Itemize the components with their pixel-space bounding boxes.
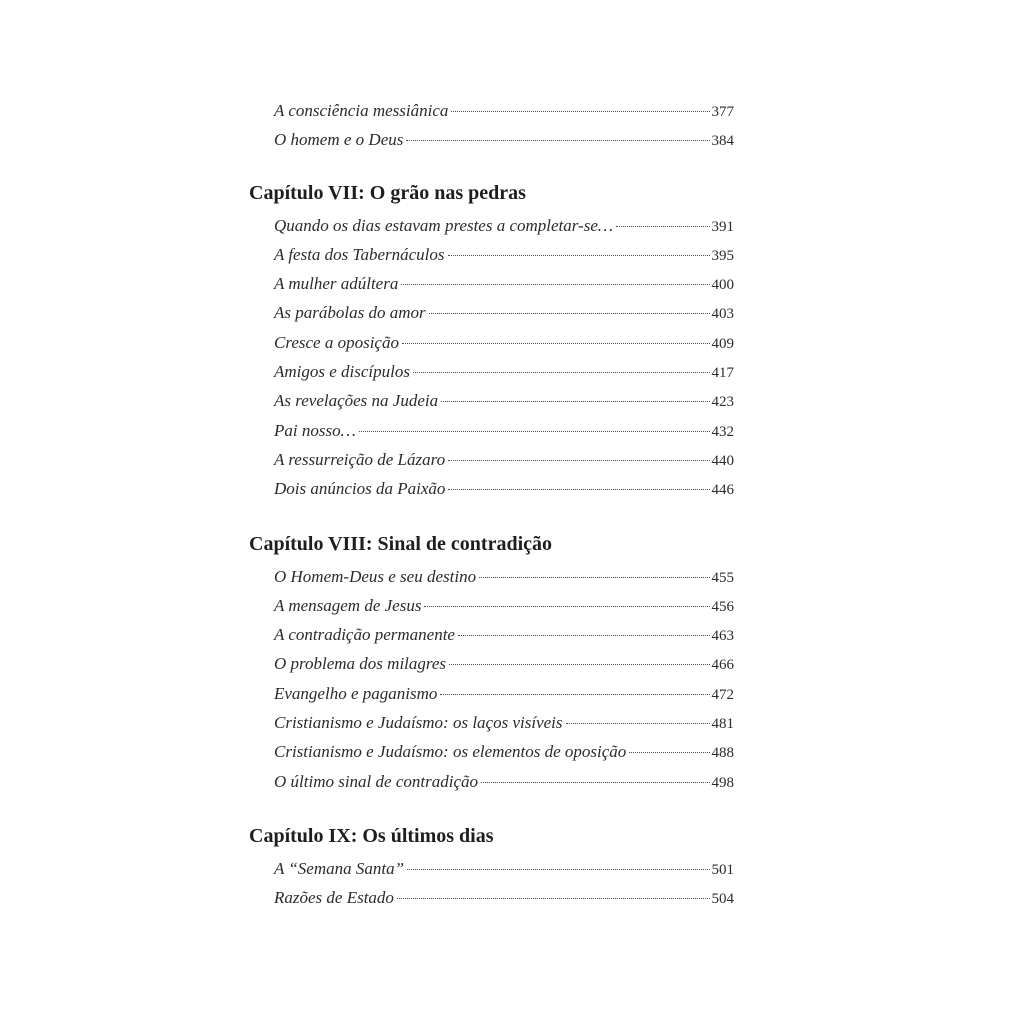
toc-entry[interactable] (249, 240, 734, 269)
toc-entry-page: 466 (711, 657, 734, 674)
chapter-heading[interactable]: Capítulo IX: Os últimos dias (249, 824, 494, 847)
toc-entry-title: Pai nosso… (274, 420, 356, 440)
toc-entry-title: O homem e o Deus (274, 130, 404, 150)
toc-entry[interactable] (249, 386, 734, 415)
toc-entry-title: Cristianismo e Judaísmo: os laços visíveis (274, 713, 563, 733)
toc-entry[interactable] (249, 357, 734, 386)
toc-entry-page: 504 (711, 891, 734, 908)
toc-entry[interactable] (249, 298, 734, 327)
toc-entry[interactable] (249, 328, 734, 357)
toc-entry-page: 472 (711, 686, 734, 703)
toc-entry-page: 384 (711, 133, 734, 150)
toc-entry-page: 377 (711, 104, 734, 120)
dot-leader (401, 284, 709, 285)
dot-leader (402, 343, 710, 344)
dot-leader (413, 372, 710, 373)
toc-entry[interactable] (249, 416, 734, 445)
toc-entry-title: A “Semana Santa” (274, 858, 405, 878)
toc-section-chapter-8 (249, 530, 734, 796)
toc-entry-page: 463 (711, 628, 734, 645)
toc-entry-page: 391 (711, 218, 734, 235)
toc-entry-title: Razões de Estado (274, 888, 394, 908)
toc-entry[interactable] (249, 125, 734, 154)
toc-entry[interactable] (249, 649, 734, 678)
toc-entry-title: O último sinal de contradição (274, 771, 478, 791)
dot-leader (449, 664, 709, 665)
table-of-contents (249, 96, 734, 913)
toc-entry[interactable] (249, 737, 734, 766)
toc-entry-title: Quando os dias estavam prestes a completar-se… (274, 215, 613, 235)
toc-section-chapter-9 (249, 822, 734, 913)
toc-entry-title: A consciência messiânica (274, 101, 449, 120)
toc-entry-page: 440 (711, 452, 734, 469)
toc-entry-page: 403 (711, 306, 734, 323)
toc-entry[interactable] (249, 591, 734, 620)
toc-entry[interactable] (249, 620, 734, 649)
toc-entry-title: O problema dos milagres (274, 654, 447, 674)
dot-leader (440, 694, 709, 695)
toc-entry-page: 501 (711, 861, 734, 878)
toc-entry-title: As revelações na Judeia (274, 391, 439, 411)
toc-entry-page: 409 (711, 335, 734, 352)
toc-entry-page: 455 (711, 569, 734, 586)
toc-entry[interactable] (249, 562, 734, 591)
dot-leader (629, 752, 709, 753)
dot-leader (448, 460, 709, 461)
toc-entry-title: A ressurreição de Lázaro (274, 449, 446, 469)
toc-entry-title: Evangelho e paganismo (274, 683, 438, 703)
toc-entry-page: 488 (711, 745, 734, 762)
toc-entry[interactable] (249, 708, 734, 737)
toc-entry[interactable] (249, 96, 734, 125)
toc-entry-title: A contradição permanente (274, 625, 455, 645)
toc-entry-title: Dois anúncios da Paixão (274, 479, 446, 499)
toc-entry[interactable] (249, 211, 734, 240)
dot-leader (441, 401, 709, 402)
toc-entry-title: Cresce a oposição (274, 332, 399, 352)
toc-entry-page: 400 (711, 277, 734, 294)
dot-leader (429, 313, 710, 314)
toc-entry-title: O Homem-Deus e seu destino (274, 566, 477, 586)
dot-leader (448, 255, 710, 256)
toc-entry[interactable] (249, 854, 734, 883)
toc-entry-title: A mensagem de Jesus (274, 595, 422, 615)
dot-leader (397, 898, 710, 899)
dot-leader (448, 489, 709, 490)
dot-leader (479, 577, 709, 578)
dot-leader (359, 431, 710, 432)
dot-leader (616, 226, 710, 227)
toc-entry[interactable] (249, 445, 734, 474)
dot-leader (406, 140, 709, 141)
toc-entry[interactable] (249, 883, 734, 912)
toc-entry[interactable] (249, 474, 734, 503)
dot-leader (566, 723, 710, 724)
toc-entry-title: A mulher adúltera (274, 274, 399, 294)
toc-section-continued (249, 96, 734, 155)
dot-leader (458, 635, 710, 636)
toc-entry-title: A festa dos Tabernáculos (274, 244, 445, 264)
dot-leader (481, 782, 710, 783)
chapter-heading[interactable]: Capítulo VII: O grão nas pedras (249, 181, 526, 204)
toc-entry-page: 481 (711, 716, 734, 733)
toc-entry-page: 456 (711, 598, 734, 615)
dot-leader (451, 111, 709, 112)
toc-entry-page: 395 (711, 247, 734, 264)
toc-entry-page: 423 (711, 394, 734, 411)
chapter-heading[interactable]: Capítulo VIII: Sinal de contradição (249, 532, 553, 555)
toc-entry-title: Amigos e discípulos (274, 362, 410, 382)
dot-leader (424, 606, 709, 607)
toc-entry-title: As parábolas do amor (274, 303, 426, 323)
toc-entry-page: 498 (711, 774, 734, 791)
dot-leader (407, 869, 709, 870)
toc-entry[interactable] (249, 269, 734, 298)
toc-entry-page: 446 (711, 482, 734, 499)
toc-entry-page: 417 (711, 365, 734, 382)
toc-entry-title: Cristianismo e Judaísmo: os elementos de oposição (274, 742, 627, 762)
toc-entry[interactable] (249, 679, 734, 708)
toc-entry-page: 432 (711, 423, 734, 440)
toc-section-chapter-7 (249, 179, 734, 504)
toc-entry[interactable] (249, 767, 734, 796)
